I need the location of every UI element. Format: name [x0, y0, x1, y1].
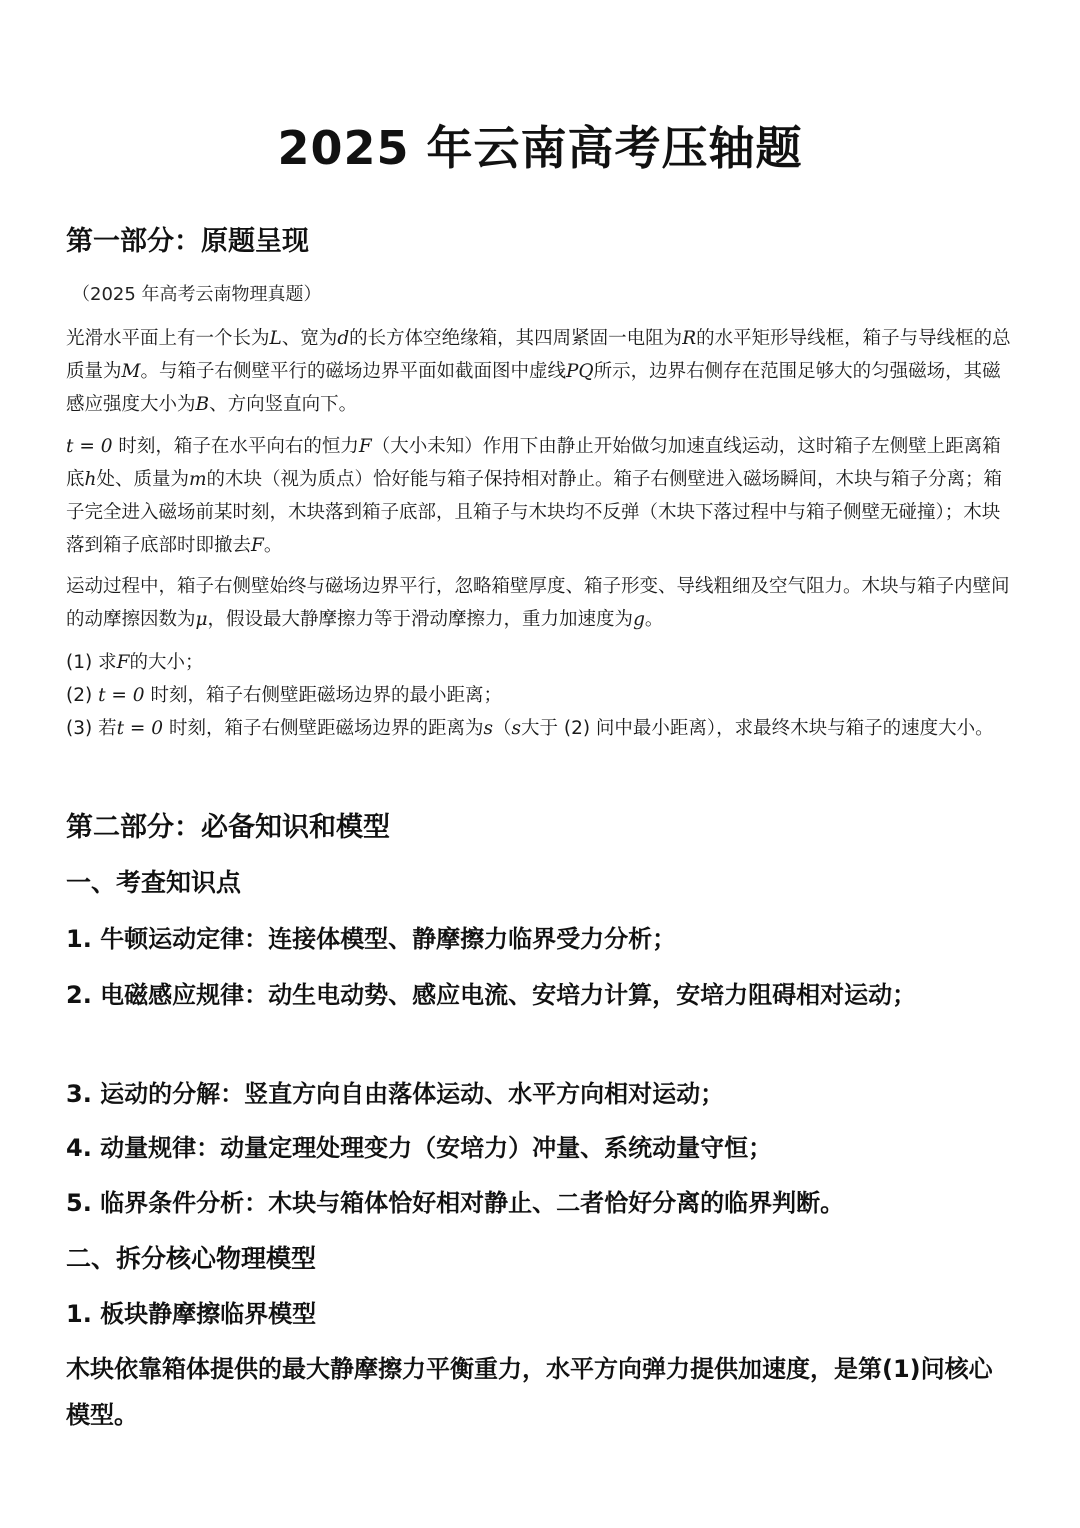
page-title: 2025 年云南高考压轴题	[277, 121, 803, 175]
problem-paragraph-2: t = 0 时刻，箱子在水平向右的恒力F（大小未知）作用下由静止开始做匀加速直线运动，这时箱子左侧壁上距离箱底h处、质量为m的木块（视为质点）恰好能与箱子保持相对静止。箱子右侧壁进入磁场瞬间，木块与箱子分离；箱子完全进入磁场前某时刻，木块落到箱子底部，且箱子与木块均不反弹（木块下落过程中与箱子侧壁无碰撞）；木块落到箱子底部时即撤去F。	[66, 436, 1003, 556]
problem-paragraph-3: 运动过程中，箱子右侧壁始终与磁场边界平行，忽略箱壁厚度、箱子形变、导线粗细及空气阻力。木块与箱子内壁间的动摩擦因数为μ，假设最大静摩擦力等于滑动摩擦力，重力加速度为g。	[66, 576, 1010, 630]
knowledge-point-1: 1. 牛顿运动定律：连接体模型、静摩擦力临界受力分析；	[66, 925, 677, 953]
question-3: (3) 若t = 0 时刻，箱子右侧壁距磁场边界的距离为s（s大于 (2) 问中最小距离），求最终木块与箱子的速度大小。	[66, 718, 994, 739]
part2-heading: 第二部分：必备知识和模型	[66, 812, 390, 843]
question-1: (1) 求F的大小；	[66, 652, 204, 673]
knowledge-point-3: 3. 运动的分解：竖直方向自由落体运动、水平方向相对运动；	[66, 1080, 725, 1108]
knowledge-points-heading: 一、考查知识点	[66, 868, 242, 897]
knowledge-point-4: 4. 动量规律：动量定理处理变力（安培力）冲量、系统动量守恒；	[66, 1134, 773, 1162]
core-models-heading: 二、拆分核心物理模型	[66, 1244, 317, 1273]
part1-heading: 第一部分：原题呈现	[66, 226, 309, 257]
knowledge-point-5: 5. 临界条件分析：木块与箱体恰好相对静止、二者恰好分离的临界判断。	[66, 1189, 845, 1217]
source-note: （2025 年高考云南物理真题）	[72, 284, 322, 305]
knowledge-point-2: 2. 电磁感应规律：动生电动势、感应电流、安培力计算，安培力阻碍相对运动；	[66, 981, 917, 1009]
model-1-text: 木块依靠箱体提供的最大静摩擦力平衡重力，水平方向弹力提供加速度，是第(1)问核心模型。	[66, 1355, 993, 1429]
question-2: (2) t = 0 时刻，箱子右侧壁距磁场边界的最小距离；	[66, 685, 502, 706]
model-1-title: 1. 板块静摩擦临界模型	[66, 1300, 317, 1328]
problem-paragraph-1: 光滑水平面上有一个长为L、宽为d的长方体空绝缘箱，其四周紧固一电阻为R的水平矩形导线框，箱子与导线框的总质量为M。与箱子右侧壁平行的磁场边界平面如截面图中虚线PQ所示，边界右侧存在范围足够大的匀强磁场，其磁感应强度大小为B、方向竖直向下。	[66, 328, 1011, 415]
